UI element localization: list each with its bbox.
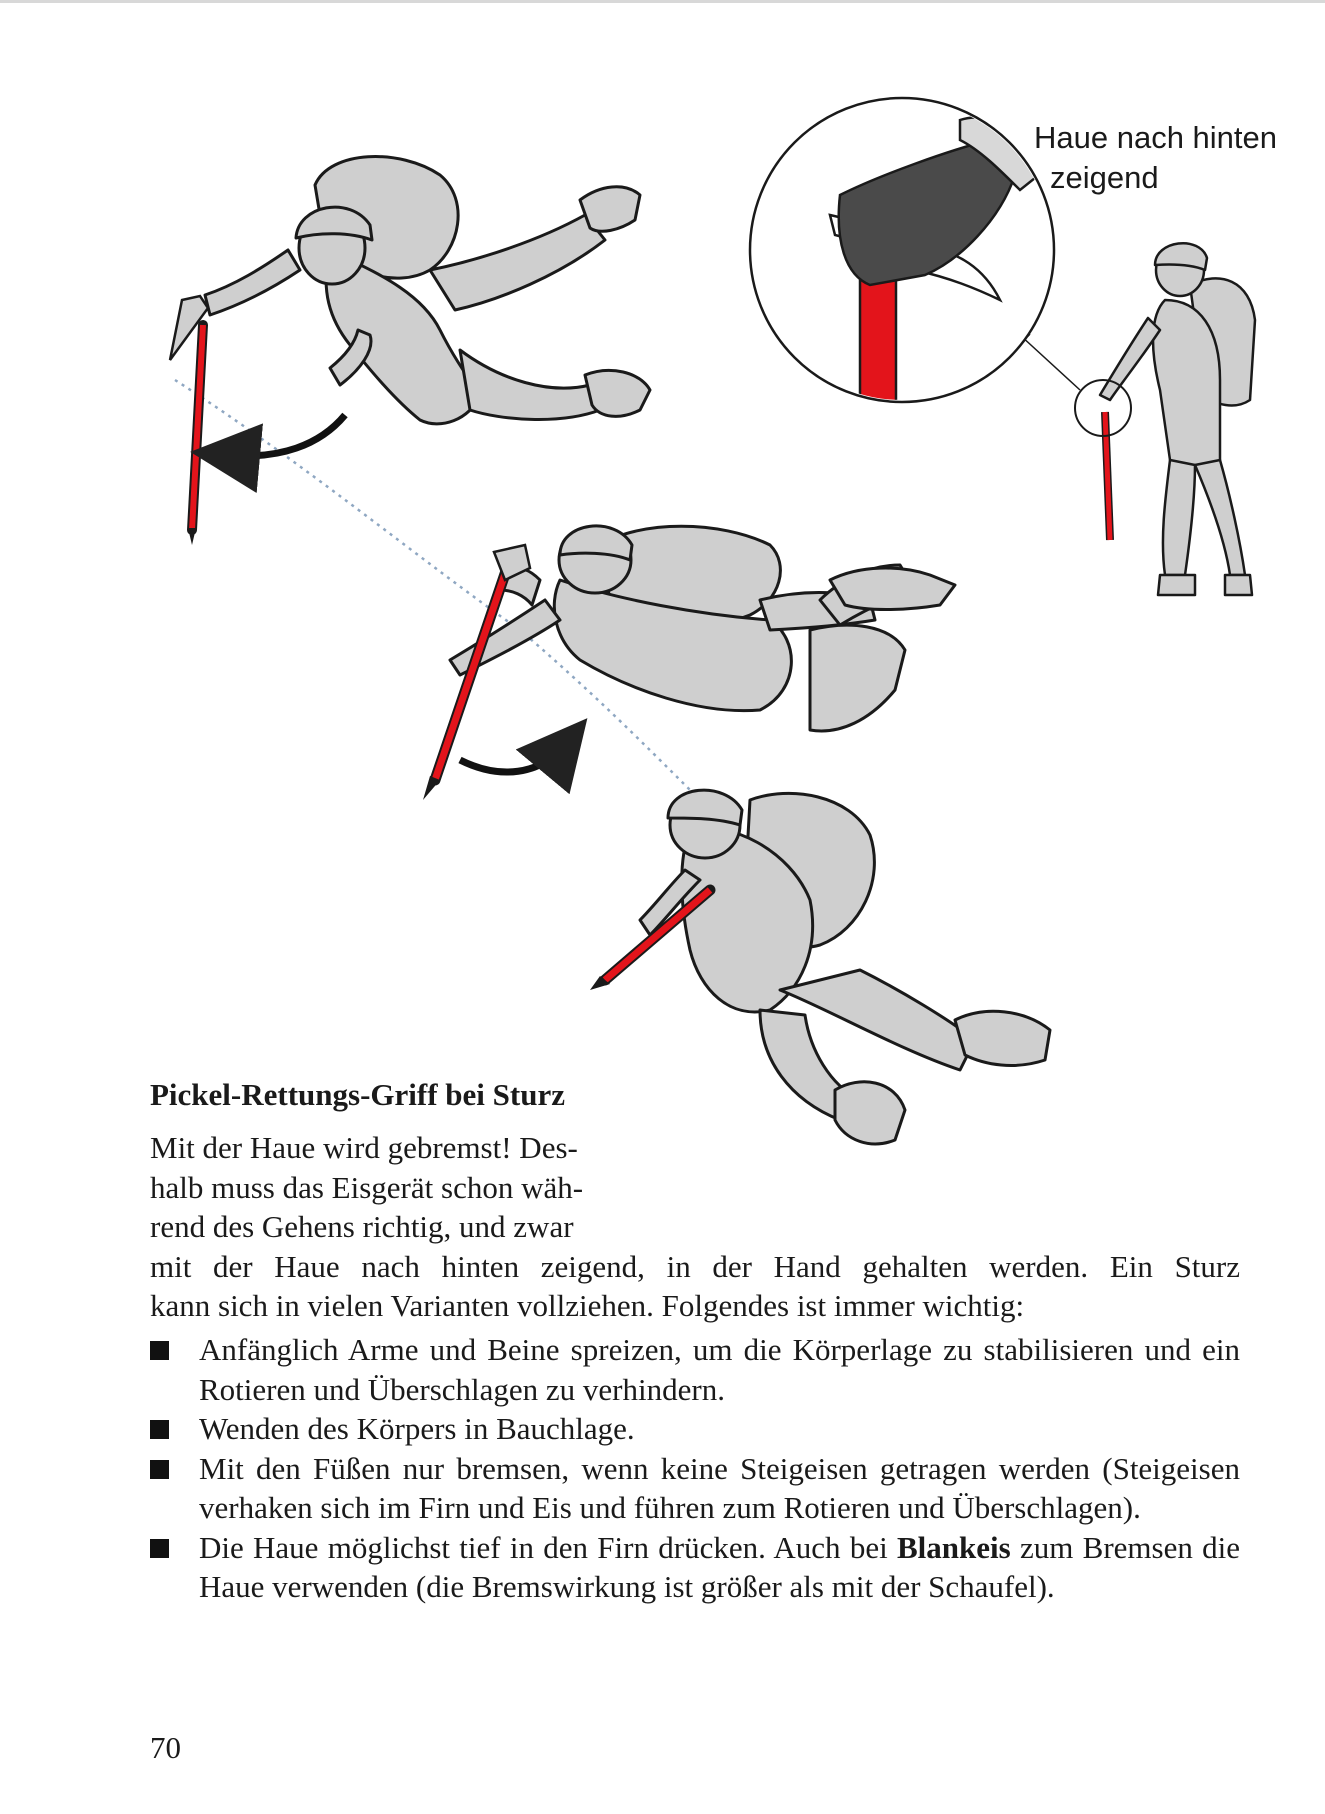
intro-line: mit der Haue nach hinten zeigend, in der Hand gehalten werden. Ein Sturz (150, 1248, 1240, 1284)
bullet-text: Anfänglich Arme und Beine spreizen, um die Körperlage zu stabilisieren und ein Rotieren und Überschlagen zu verhindern. (199, 1332, 1240, 1407)
intro-paragraph (150, 1128, 1240, 1326)
bullet-text: Mit den Füßen nur bremsen, wenn keine Steigeisen getragen werden (Steigeisen verhaken sich im Firn und Eis und führen zum Rotieren und Überschlagen). (199, 1450, 1240, 1525)
list-item (150, 1330, 1240, 1409)
curved-arrow-icon (460, 745, 565, 772)
intro-line: kann sich in vielen Varianten vollziehen. Folgendes ist immer wichtig: (150, 1288, 1025, 1323)
detail-callout (1034, 118, 1277, 198)
bullet-text: Wenden des Körpers in Bauchlage. (199, 1411, 635, 1446)
list-item (150, 1528, 1240, 1607)
intro-line: halb muss das Eisgerät schon wäh- (150, 1169, 584, 1205)
square-bullet-icon (150, 1341, 169, 1360)
bullet-list (150, 1330, 1240, 1607)
callout-line-2: zeigend (1050, 160, 1159, 195)
climber-figure-1 (205, 157, 650, 424)
ice-axe-1 (170, 296, 208, 545)
climber-figure-3 (640, 790, 1050, 1144)
square-bullet-icon (150, 1420, 169, 1439)
square-bullet-icon (150, 1539, 169, 1558)
list-item (150, 1449, 1240, 1528)
intro-line: rend des Gehens richtig, und zwar (150, 1209, 574, 1244)
ice-axe-standing (1105, 412, 1110, 540)
zoom-pointer-line (1020, 335, 1080, 390)
curved-arrow-icon (225, 415, 345, 456)
bold-term: Blankeis (897, 1529, 1011, 1565)
intro-line: Mit der Haue wird gebremst! Des- (150, 1130, 578, 1165)
detail-inset (750, 98, 1054, 420)
bullet-text-start: Die Haue möglichst tief in den Firn drücken. Auch bei (199, 1529, 897, 1565)
square-bullet-icon (150, 1460, 169, 1479)
section-heading: Pickel-Rettungs-Griff bei Sturz (150, 1077, 565, 1112)
list-item (150, 1409, 1240, 1449)
bullet-text-end: zum Bremsen die Haue verwenden (die Bremswirkung ist größer als mit der Schaufel). (199, 1529, 1240, 1604)
callout-line-1: Haue nach hinten (1034, 120, 1278, 155)
page-number: 70 (150, 1730, 181, 1765)
standing-climber (1100, 243, 1255, 595)
